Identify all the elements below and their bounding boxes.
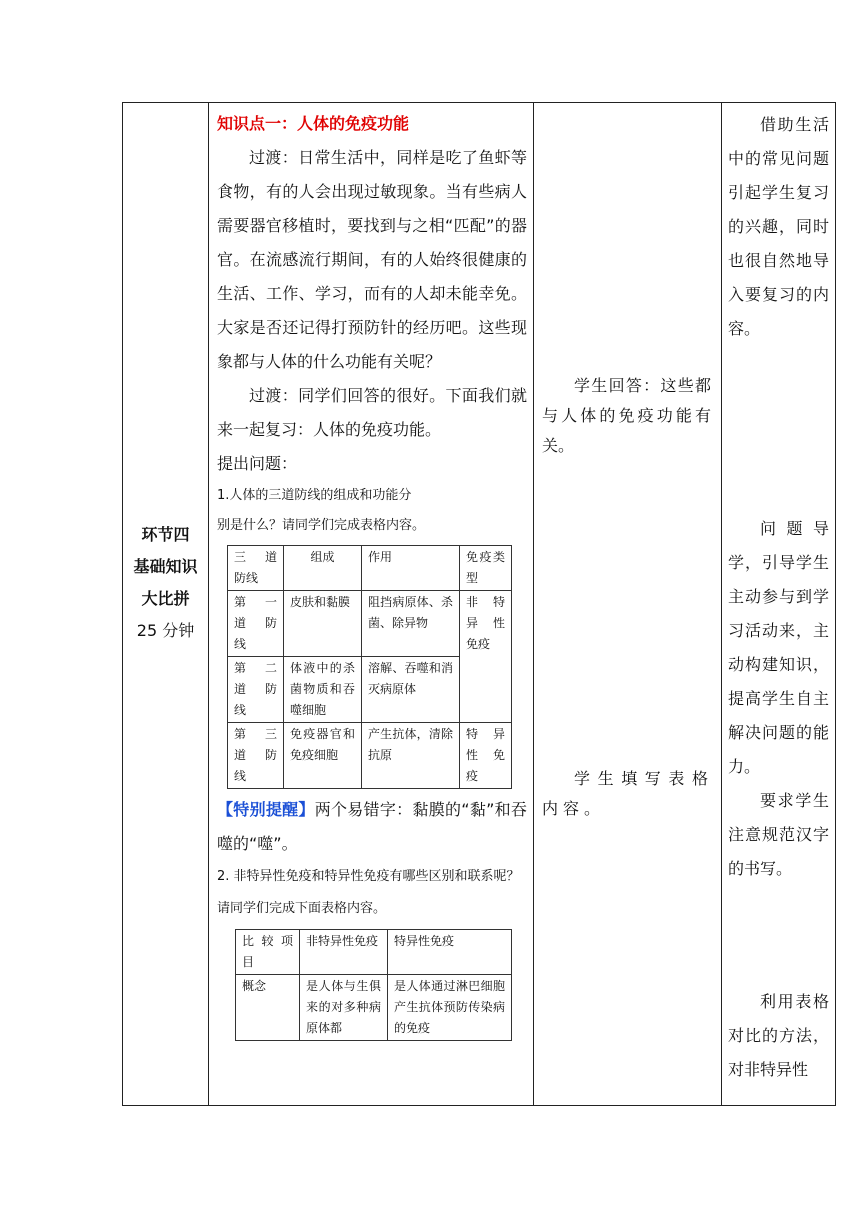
knowledge-point-title: 知识点一：人体的免疫功能 (217, 114, 410, 133)
design-intent-cell (722, 103, 836, 1106)
table-cell: 皮肤和黏膜 (284, 591, 362, 657)
defense-lines-table (227, 545, 512, 789)
student-answer-1 (542, 371, 711, 461)
table-cell: 第 二 道 防 线 (228, 657, 284, 723)
question-2: 2. 非特异性免疫和特异性免疫有哪些区别和联系呢？请同学们完成下面表格内容。 (217, 869, 520, 916)
table-row (236, 975, 512, 1041)
table-cell: 溶解、吞噬和消灭病原体 (362, 657, 460, 723)
table-header-cell: 作用 (362, 546, 460, 591)
table-cell: 体液中的杀菌物质和吞噬细胞 (284, 657, 362, 723)
table-header-cell: 特异性免疫 (388, 930, 512, 975)
section-line-3: 大比拼 (141, 589, 190, 608)
table-header-cell: 三 道 防线 (228, 546, 284, 591)
question-intro: 提出问题： (217, 454, 298, 473)
table-cell: 第 一 道 防 线 (228, 591, 284, 657)
table-cell: 是人体与生俱来的对多种病原体都 (300, 975, 388, 1041)
table-cell: 产生抗体，清除抗原 (362, 723, 460, 789)
transition-paragraph-2: 过渡：同学们回答的很好。下面我们就来一起复习：人体的免疫功能。 (217, 386, 527, 439)
design-note-3: 要求学生注意规范汉字的书写。 (728, 791, 829, 878)
student-answer-2 (542, 764, 713, 824)
section-line-2: 基础知识 (133, 557, 198, 576)
question-1-line-2: 别是什么？请同学们完成表格内容。 (217, 518, 426, 533)
table-header-cell: 非特异性免疫 (300, 930, 388, 975)
table-cell: 阻挡病原体、杀菌、除异物 (362, 591, 460, 657)
table-header-cell: 组成 (284, 546, 362, 591)
teacher-content-cell (209, 103, 534, 1106)
special-reminder (217, 793, 527, 861)
table-cell-merged: 非 特 异 性 免疫 (460, 591, 512, 723)
table-cell: 概念 (236, 975, 300, 1041)
table-cell: 免疫器官和免疫细胞 (284, 723, 362, 789)
table-cell: 特 异 性 免 疫 (460, 723, 512, 789)
table-header-row (236, 930, 512, 975)
table-header-cell: 免疫类型 (460, 546, 512, 591)
section-label (123, 519, 208, 647)
reminder-tag: 【特别提醒】 (217, 800, 315, 819)
student-answer-1-text: 学生回答：这些都与人体的免疫功能有关。 (542, 376, 711, 455)
student-answer-2-text: 学生填写表格内容。 (542, 769, 713, 818)
transition-paragraph-1: 过渡：日常生活中，同样是吃了鱼虾等食物，有的人会出现过敏现象。当有些病人需要器官移植时，要找到与之相“匹配”的器官。在流感流行期间，有的人始终很健康的生活、工作、学习，而有的人却未能幸免。大家是否还记得打预防针的经历吧。这些现象都与人体的什么功能有关呢？ (217, 148, 527, 371)
design-note-1: 借助生活中的常见问题引起学生复习的兴趣，同时也很自然地导入要复习的内容。 (728, 115, 829, 338)
table-header-row (228, 546, 512, 591)
table-cell: 第 三 道 防 线 (228, 723, 284, 789)
section-line-1: 环节四 (141, 525, 190, 544)
table-header-cell: 比 较 项目 (236, 930, 300, 975)
table-row (228, 723, 512, 789)
design-note-4: 利用表格对比的方法，对非特异性 (728, 992, 829, 1079)
question-1-line-1: 1.人体的三道防线的组成和功能分 (217, 488, 412, 503)
table-cell: 是人体通过淋巴细胞产生抗体预防传染病的免疫 (388, 975, 512, 1041)
reminder-text: 两个易错字：黏膜的“黏”和吞噬的“噬”。 (217, 800, 527, 853)
section-time: 25 分钟 (136, 621, 195, 640)
section-cell (123, 103, 209, 1106)
immunity-compare-table (235, 929, 512, 1041)
student-activity-cell (534, 103, 722, 1106)
table-row (228, 591, 512, 657)
design-note-2: 问题导学，引导学生主动参与到学习活动来，主动构建知识，提高学生自主解决问题的能力。 (728, 519, 829, 776)
lesson-plan-table (122, 102, 836, 1106)
